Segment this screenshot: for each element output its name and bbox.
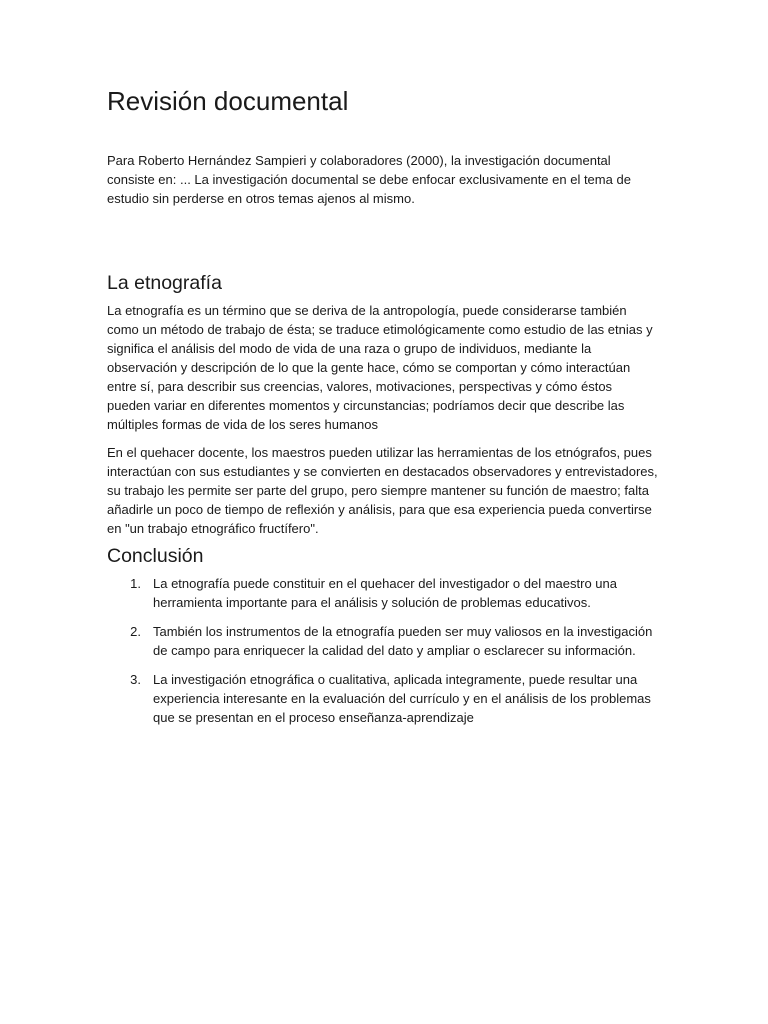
list-item [107, 670, 659, 727]
list-item-number: 2. [130, 624, 141, 639]
intro-paragraph: Para Roberto Hernández Sampieri y colaboradores (2000), la investigación documental consiste en: ... La investigación documental se debe enfocar exclusivamente en el tema de estudio sin perderse en otros temas ajenos al mismo. [107, 153, 631, 206]
list-item [107, 622, 659, 660]
etnografia-heading: La etnografía [107, 272, 222, 294]
document-title: Revisión documental [107, 86, 349, 116]
list-item-number: 3. [130, 672, 141, 687]
list-item-text: La etnografía puede constituir en el quehacer del investigador o del maestro una herramienta importante para el análisis y solución de problemas educativos. [153, 576, 617, 610]
etnografia-paragraph-2: En el quehacer docente, los maestros pueden utilizar las herramientas de los etnógrafos, pues interactúan con sus estudiantes y se convierten en destacados observadores y entrevistadores, su trabajo les permite ser parte del grupo, pero siempre mantener su función de maestro; falta añadirle un poco de tiempo de reflexión y análisis, para que esa experiencia pueda convertirse en "un trabajo etnográfico fructífero". [107, 445, 658, 536]
list-item-text: La investigación etnográfica o cualitativa, aplicada integramente, puede resultar una experiencia interesante en la evaluación del currículo y en el análisis de los problemas que se presentan en el proceso enseñanza-aprendizaje [153, 672, 651, 725]
list-item [107, 574, 659, 612]
list-item-number: 1. [130, 576, 141, 591]
document-body [107, 86, 659, 737]
conclusion-heading: Conclusión [107, 545, 204, 567]
etnografia-paragraph-1: La etnografía es un término que se deriva de la antropología, puede considerarse también como un método de trabajo de ésta; se traduce etimológicamente como estudio de las etnias y significa el análisis del modo de vida de una raza o grupo de individuos, mediante la observación y descripción de lo que la gente hace, cómo se comportan y cómo interactúan entre sí, para describir sus creencias, valores, motivaciones, perspectivas y cómo éstos pueden variar en diferentes momentos y circunstancias; podríamos decir que describe las múltiples formas de vida de los seres humanos [107, 303, 653, 432]
conclusion-list [107, 574, 659, 727]
list-item-text: También los instrumentos de la etnografía pueden ser muy valiosos en la investigación de campo para enriquecer la calidad del dato y ampliar o esclarecer su información. [153, 624, 653, 658]
